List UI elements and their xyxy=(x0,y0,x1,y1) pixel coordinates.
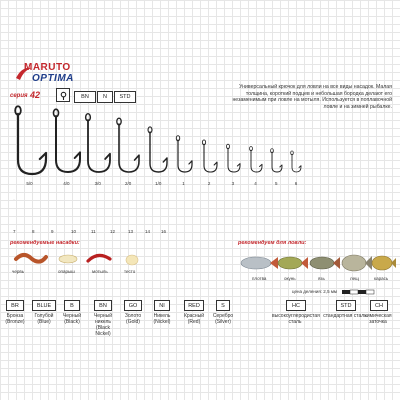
worm-icon xyxy=(16,255,46,262)
hook-size-label: 6 xyxy=(294,181,298,186)
hook-size-label: 2 xyxy=(207,181,211,186)
material-code-ch: CH xyxy=(370,300,388,311)
fish-label-perch: окунь xyxy=(284,276,296,281)
color-desc-bn: Черный никель (Black Nickel) xyxy=(93,313,113,337)
material-desc-hc: высокоуглеродистая сталь xyxy=(272,313,320,325)
color-desc-br: Бронза (Bronze) xyxy=(5,313,25,325)
product-description: Универсальный крючок для ловли на все виды насадок. Малая толщина, короткий подцев и небольшая бородка делают его незаменимым при ловле на мотыля. Используется в поплавочной ловле и на зимней рыбалке. xyxy=(232,84,392,110)
ring-eye-icon xyxy=(59,91,68,100)
carp-fish-icon xyxy=(372,256,396,270)
hook-size-label: 5 xyxy=(275,181,278,186)
baits-title: рекомендуемые насадки: xyxy=(10,240,80,246)
hook-size-label: 13 xyxy=(128,229,134,234)
scale-note: цена деления: 2,5 мм xyxy=(292,289,338,294)
header-code-std: STD xyxy=(114,91,136,103)
hook-size-8-eye xyxy=(250,146,253,150)
hook-size-label: 4 xyxy=(254,181,257,186)
material-code-std: STD xyxy=(336,300,356,311)
baits-illustration xyxy=(10,249,150,269)
color-desc-red: Красный (Red) xyxy=(183,313,205,325)
maggot-icon xyxy=(59,255,77,263)
hook-size-5-eye xyxy=(176,136,179,141)
hook-size-label: 4/0 xyxy=(63,181,70,186)
hook-size-0-eye xyxy=(15,106,21,115)
material-code-hc: HC xyxy=(286,300,306,311)
color-code-blue: BLUE xyxy=(32,300,56,311)
hook-eye-icon xyxy=(56,88,70,102)
brand-logo xyxy=(14,62,84,86)
hook-size-3 xyxy=(119,124,139,172)
hook-size-label: 1/0 xyxy=(155,181,162,186)
color-desc-go: Золото (Gold) xyxy=(124,313,142,325)
hook-size-10 xyxy=(292,154,301,172)
bait-label-bloodworm: мотыль xyxy=(92,269,108,274)
color-desc-b: Черный (Black) xyxy=(62,313,82,325)
material-desc-ch: химическая заточка xyxy=(364,313,392,325)
hook-size-label: 7 xyxy=(13,229,16,234)
perch-fish-icon xyxy=(278,257,308,269)
series-number: 42 xyxy=(30,90,41,100)
hook-size-9-eye xyxy=(271,149,274,153)
hook-size-8 xyxy=(251,150,262,172)
brand-name-top: MARUTO xyxy=(24,62,71,73)
hook-size-label: 1 xyxy=(182,181,185,186)
hook-size-4-eye xyxy=(148,127,152,133)
hook-size-10-eye xyxy=(291,151,294,155)
hook-size-label: 8 xyxy=(32,229,35,234)
hook-size-7-eye xyxy=(226,144,229,149)
series-label: серия xyxy=(10,93,28,99)
hook-size-label: 5/0 xyxy=(26,181,33,186)
hook-size-3-eye xyxy=(117,118,121,125)
roach-fish-icon xyxy=(241,257,278,269)
color-code-b: B xyxy=(64,300,80,311)
color-code-red: RED xyxy=(184,300,204,311)
hook-size-2-eye xyxy=(86,114,91,121)
hook-size-0 xyxy=(18,114,46,174)
color-code-ni: NI xyxy=(154,300,170,311)
color-code-br: BR xyxy=(6,300,24,311)
fish-label-roach: плотва xyxy=(252,276,267,281)
fish-label-ide: язь xyxy=(318,276,325,281)
hook-size-label: 11 xyxy=(91,229,96,234)
hook-size-label: 2/0 xyxy=(125,181,132,186)
bait-label-worm: червь xyxy=(12,269,25,274)
hook-size-1 xyxy=(56,116,80,172)
hook-size-6-eye xyxy=(202,140,205,145)
color-code-bn: BN xyxy=(94,300,112,311)
color-code-go: GO xyxy=(124,300,142,311)
header-code-bn: BN xyxy=(74,91,96,103)
hook-size-label: 16 xyxy=(161,229,167,234)
hook-size-label: 12 xyxy=(110,229,116,234)
hook-size-label: 10 xyxy=(71,229,77,234)
hook-size-9 xyxy=(272,152,282,172)
hook-size-2 xyxy=(88,120,110,172)
color-desc-ni: Никель (Nickel) xyxy=(153,313,171,325)
color-desc-blue: Голубой (Blue) xyxy=(34,313,54,325)
hook-size-5 xyxy=(178,140,192,172)
fish-label-bream: лещ xyxy=(350,276,359,281)
color-desc-s: Серебро (Silver) xyxy=(212,313,234,325)
dough-icon xyxy=(126,255,138,265)
hook-size-label: 3/0 xyxy=(94,181,101,186)
hook-size-label: 14 xyxy=(145,229,151,234)
hook-size-label: 3 xyxy=(231,181,235,186)
bream-fish-icon xyxy=(342,255,372,271)
hook-size-6 xyxy=(204,144,217,172)
header-code-n: N xyxy=(97,91,113,103)
ide-fish-icon xyxy=(310,257,340,269)
bait-label-dough: тесто xyxy=(124,269,136,274)
material-desc-std: стандартная сталь xyxy=(323,313,367,319)
fish-illustration xyxy=(236,251,396,275)
hook-size-4 xyxy=(150,132,167,172)
fish-title: рекомендуем для ловли: xyxy=(238,240,307,246)
scale-bar-icon xyxy=(342,289,382,295)
color-code-s: S xyxy=(216,300,230,311)
brand-name-bottom: OPTIMA xyxy=(32,73,74,84)
hook-size-label: 9 xyxy=(51,229,54,234)
bait-label-maggot: опарыш xyxy=(58,269,75,274)
bloodworm-icon xyxy=(88,255,110,261)
hook-size-7 xyxy=(228,148,240,172)
hook-size-1-eye xyxy=(53,109,58,117)
fish-label-carp: карась xyxy=(374,276,389,281)
